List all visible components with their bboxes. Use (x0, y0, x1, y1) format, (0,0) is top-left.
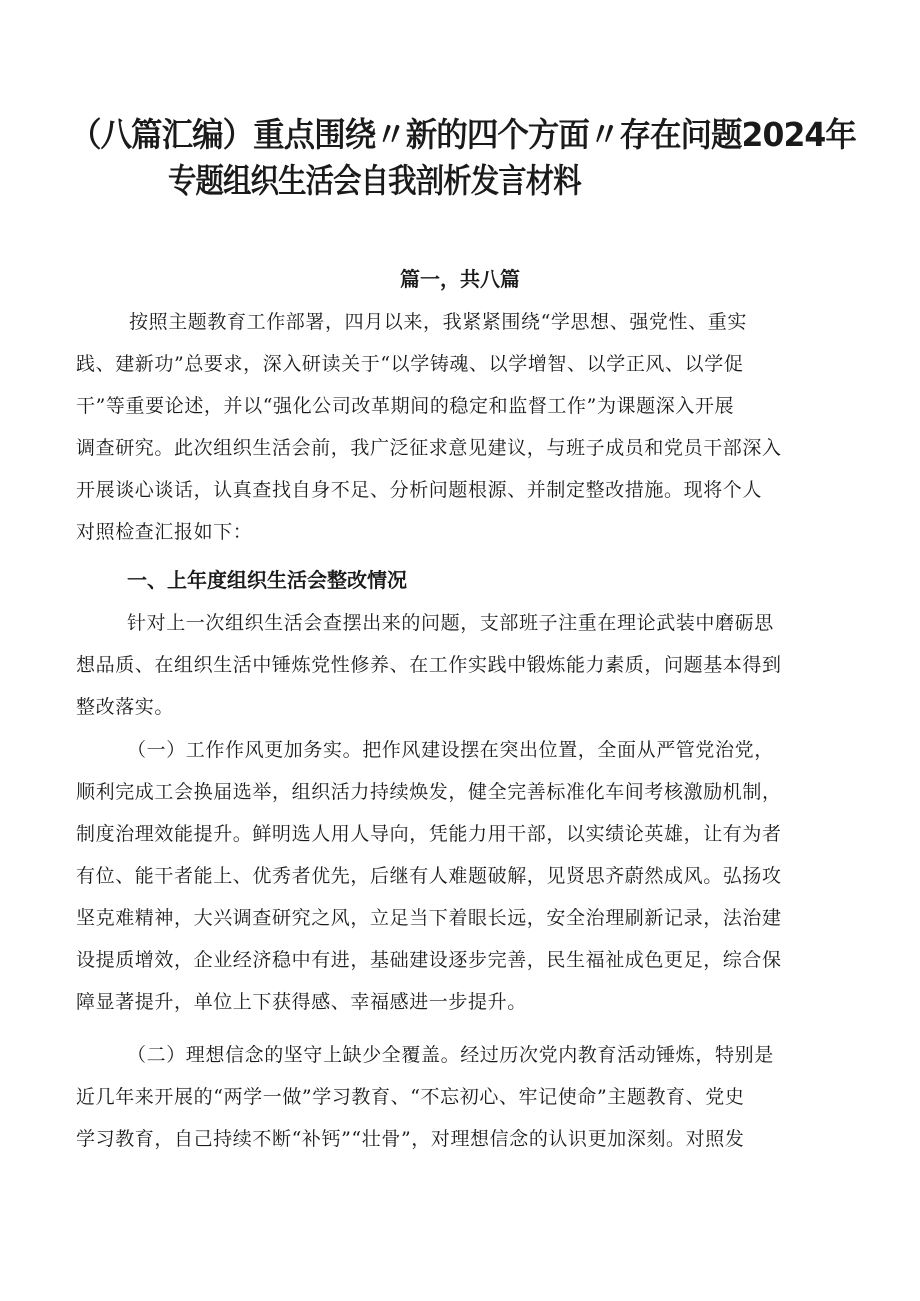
section1-line: 整改落实。 (76, 696, 175, 718)
section1-line: 针对上一次组织生活会查摆出来的问题，支部班子注重在理论武装中磨砺思 (127, 612, 774, 634)
section-subtitle: 篇一，共八篇 (400, 267, 520, 291)
item1-line: 障显著提升，单位上下获得感、幸福感进一步提升。 (76, 991, 527, 1013)
item2-line: （二）理想信念的坚守上缺少全覆盖。经过历次党内教育活动锤炼，特别是 (127, 1044, 774, 1066)
intro-line: 调查研究。此次组织生活会前，我广泛征求意见建议，与班子成员和党员干部深入 (76, 437, 782, 459)
intro-line: 干”等重要论述，并以“强化公司改革期间的稳定和监督工作”为课题深入开展 (76, 395, 735, 417)
item1-line: （一）工作作风更加务实。把作风建设摆在突出位置，全面从严管党治党， (127, 739, 774, 761)
item2-line: 学习教育，自己持续不断“补钙”“壮骨”，对理想信念的认识更加深刻。对照发 (76, 1128, 745, 1150)
section-heading: 一、上年度组织生活会整改情况 (127, 568, 407, 592)
item1-line: 坚克难精神，大兴调查研究之风，立足当下着眼长远，安全治理刷新记录，法治建 (76, 907, 782, 929)
item2-line: 近几年来开展的“两学一做”学习教育、“不忘初心、牢记使命”主题教育、党史 (76, 1086, 745, 1108)
intro-line: 对照检查汇报如下： (76, 521, 253, 543)
document-title-line-2: 专题组织生活会自我剖析发言材料 (168, 161, 581, 200)
document-title-line-1: （八篇汇编）重点围绕〃新的四个方面〃存在问题2024年 (70, 115, 856, 154)
section1-line: 想品质、在组织生活中锤炼党性修养、在工作实践中锻炼能力素质，问题基本得到 (76, 654, 782, 676)
intro-line: 开展谈心谈话，认真查找自身不足、分析问题根源、并制定整改措施。现将个人 (76, 479, 763, 501)
intro-line: 按照主题教育工作部署，四月以来，我紧紧围绕“学思想、强党性、重实 (129, 311, 747, 333)
item1-line: 制度治理效能提升。鲜明选人用人导向，凭能力用干部，以实绩论英雄，让有为者 (76, 823, 782, 845)
item1-line: 有位、能干者能上、优秀者优先，后继有人难题破解，见贤思齐蔚然成风。弘扬攻 (76, 865, 782, 887)
item1-line: 设提质增效，企业经济稳中有进，基础建设逐步完善，民生福祉成色更足，综合保 (76, 949, 782, 971)
intro-line: 践、建新功”总要求，深入研读关于“以学铸魂、以学增智、以学正风、以学促 (76, 353, 744, 375)
item1-line: 顺利完成工会换届选举，组织活力持续焕发，健全完善标准化车间考核激励机制， (76, 781, 782, 803)
